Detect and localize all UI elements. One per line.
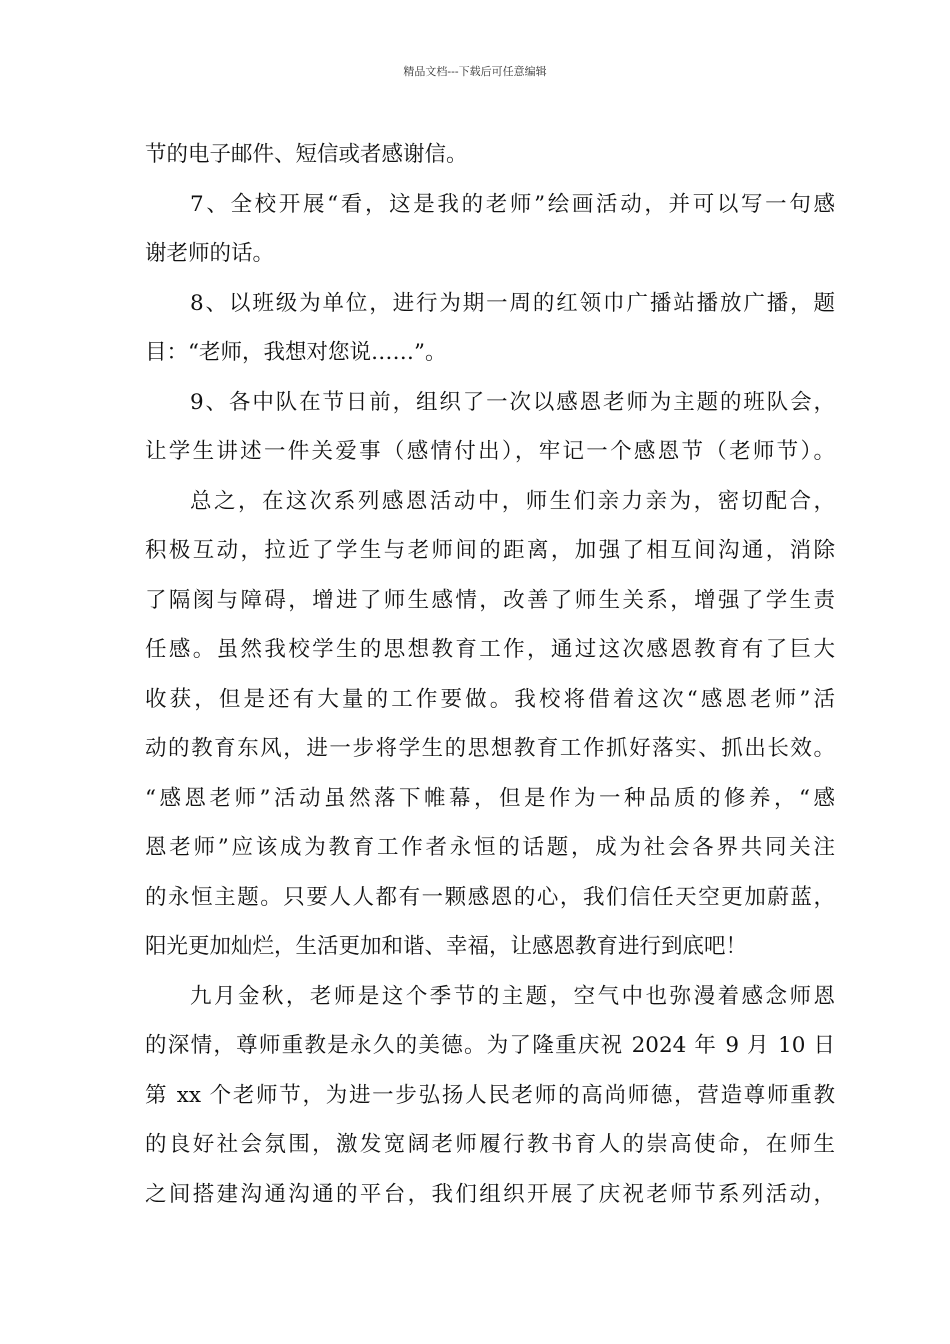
text-line: 的深情，尊师重教是永久的美德。为了隆重庆祝 2024 年 9 月 10 日 — [145, 1033, 835, 1058]
document-body — [145, 130, 835, 1219]
text-line: 8、以班级为单位，进行为期一周的红领巾广播站播放广播，题 — [190, 290, 835, 316]
text-line: 7、全校开展“看，这是我的老师”绘画活动，并可以写一句感 — [190, 191, 835, 217]
text-line: 之间搭建沟通沟通的平台，我们组织开展了庆祝老师节系列活动， — [145, 1181, 835, 1207]
text-line: 恩老师”应该成为教育工作者永恒的话题，成为社会各界共同关注 — [145, 835, 835, 860]
text-line: 让学生讲述一件关爱事（感情付出），牢记一个感恩节（老师节）。 — [145, 439, 835, 464]
text-line: 动的教育东风，进一步将学生的思想教育工作抓好落实、抓出长效。 — [145, 736, 835, 761]
text-line: 的永恒主题。只要人人都有一颗感恩的心，我们信任天空更加蔚蓝， — [145, 884, 835, 910]
text-line: 了隔阂与障碍，增进了师生感情，改善了师生关系，增强了学生责 — [145, 587, 835, 613]
text-line: 积极互动，拉近了学生与老师间的距离，加强了相互间沟通，消除 — [145, 538, 835, 563]
text-line: 目：“老师，我想对您说……”。 — [145, 340, 447, 365]
page-header: 精品文档---下载后可任意编辑 — [403, 65, 547, 78]
text-line: 第 xx 个老师节，为进一步弘扬人民老师的高尚师德，营造尊师重教 — [145, 1082, 835, 1108]
text-line: 收获，但是还有大量的工作要做。我校将借着这次“感恩老师”活 — [145, 686, 835, 712]
text-line: 阳光更加灿烂，生活更加和谐、幸福，让感恩教育进行到底吧！ — [145, 934, 748, 959]
text-line: 九月金秋，老师是这个季节的主题，空气中也弥漫着感念师恩 — [190, 983, 835, 1009]
text-line: 的良好社会氛围，激发宽阔老师履行教书育人的崇高使命，在师生 — [145, 1132, 835, 1157]
text-line: 谢老师的话。 — [145, 241, 275, 266]
text-line: 任感。虽然我校学生的思想教育工作，通过这次感恩教育有了巨大 — [145, 637, 835, 662]
text-line: 9、各中队在节日前，组织了一次以感恩老师为主题的班队会， — [190, 389, 835, 415]
text-line: 节的电子邮件、短信或者感谢信。 — [145, 142, 468, 167]
text-line: 总之，在这次系列感恩活动中，师生们亲力亲为，密切配合， — [190, 488, 835, 514]
text-line: “感恩老师”活动虽然落下帷幕，但是作为一种品质的修养，“感 — [145, 785, 835, 811]
